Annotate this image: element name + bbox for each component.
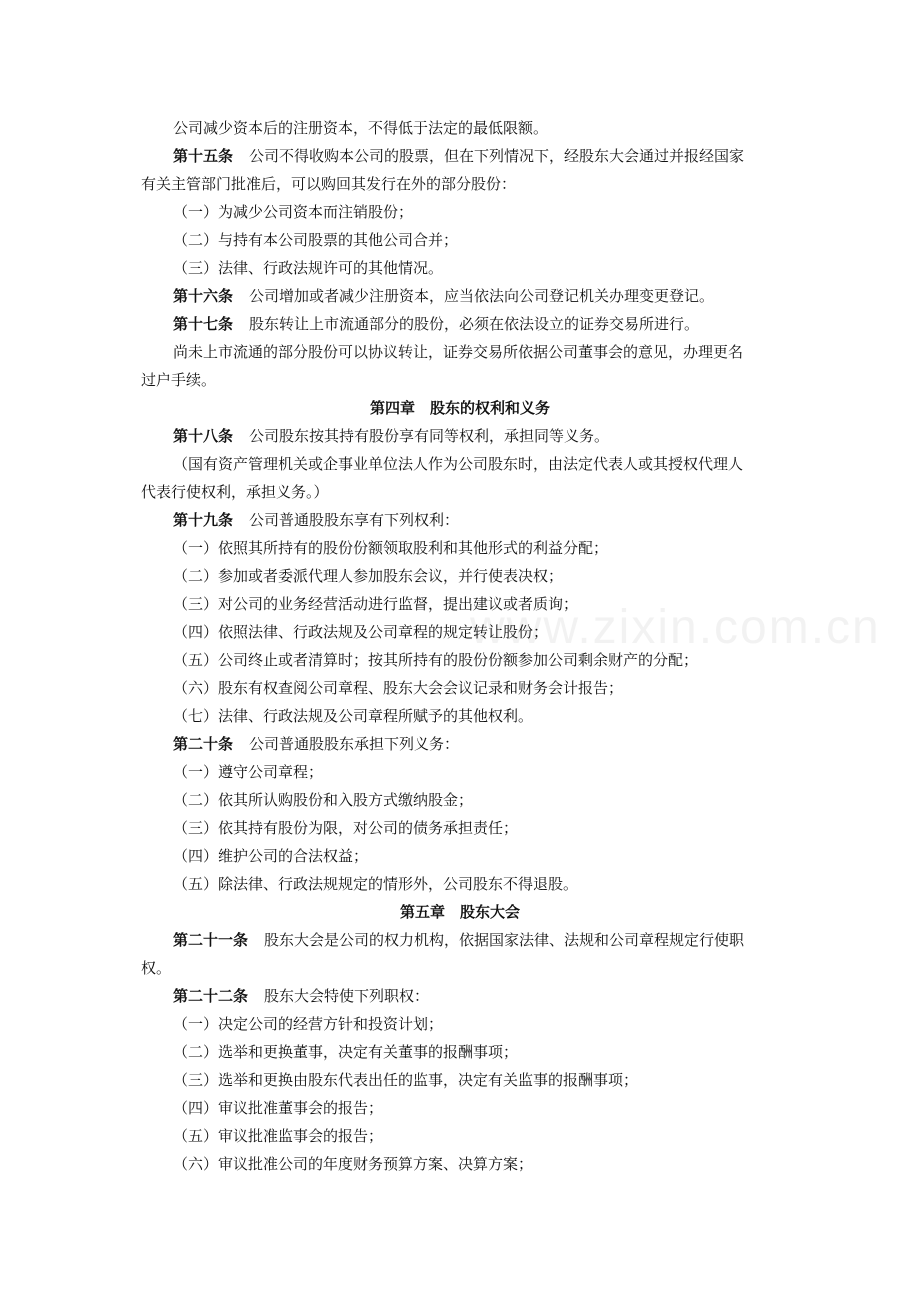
list-item: （六）股东有权查阅公司章程、股东大会会议记录和财务会计报告； <box>173 679 624 697</box>
list-item: （六）审议批准公司的年度财务预算方案、决算方案； <box>173 1155 534 1173</box>
paragraph-line: 公司减少资本后的注册资本，不得低于法定的最低限额。 <box>173 119 549 137</box>
article-text: 公司增加或者减少注册资本，应当依法向公司登记机关办理变更登记。 <box>249 287 715 305</box>
list-item: （四）审议批准董事会的报告； <box>173 1099 384 1117</box>
list-item: （三）对公司的业务经营活动进行监督，提出建议或者质询； <box>173 595 579 613</box>
paragraph-line: 权。 <box>141 959 172 977</box>
paragraph-line: （国有资产管理机关或企事业单位法人作为公司股东时，由法定代表人或其授权代理人 <box>173 455 744 473</box>
article-18-line <box>173 425 609 447</box>
article-text: 公司普通股股东享有下列权利： <box>249 511 460 529</box>
article-heading: 第二十条 <box>173 735 234 753</box>
list-item: （一）依照其所持有的股份份额领取股利和其他形式的利益分配； <box>173 539 609 557</box>
list-item: （三）选举和更换由股东代表出任的监事，决定有关监事的报酬事项； <box>173 1071 639 1089</box>
article-text: 股东大会特使下列职权： <box>264 987 430 1005</box>
article-text: 公司不得收购本公司的股票，但在下列情况下，经股东大会通过并报经国家 <box>249 147 745 165</box>
article-heading: 第十九条 <box>173 511 234 529</box>
list-item: （一）为减少公司资本而注销股份； <box>173 203 414 221</box>
article-heading: 第二十一条 <box>173 931 249 949</box>
list-item: （二）与持有本公司股票的其他公司合并； <box>173 231 459 249</box>
article-21-line <box>173 929 744 951</box>
list-item: （七）法律、行政法规及公司章程所赋予的其他权利。 <box>173 707 534 725</box>
paragraph-line: 过户手续。 <box>141 371 217 389</box>
list-item: （二）选举和更换董事，决定有关董事的报酬事项； <box>173 1043 519 1061</box>
article-19-line <box>173 509 459 531</box>
article-20-line <box>173 733 459 755</box>
watermark: www.zixin.com.cn <box>470 601 881 654</box>
article-text: 公司普通股股东承担下列义务： <box>249 735 460 753</box>
list-item: （一）决定公司的经营方针和投资计划； <box>173 1015 444 1033</box>
list-item: （五）审议批准监事会的报告； <box>173 1127 384 1145</box>
article-heading: 第十八条 <box>173 427 234 445</box>
list-item: （三）法律、行政法规许可的其他情况。 <box>173 259 444 277</box>
list-item: （五）公司终止或者清算时；按其所持有的股份份额参加公司剩余财产的分配； <box>173 651 699 669</box>
article-15-line <box>173 145 744 167</box>
list-item: （五）除法律、行政法规规定的情形外，公司股东不得退股。 <box>173 875 579 893</box>
list-item: （四）维护公司的合法权益； <box>173 847 369 865</box>
article-text: 股东大会是公司的权力机构，依据国家法律、法规和公司章程规定行使职 <box>264 931 745 949</box>
paragraph-line: 有关主管部门批准后，可以购回其发行在外的部分股份： <box>141 175 517 193</box>
list-item: （二）参加或者委派代理人参加股东会议，并行使表决权； <box>173 567 564 585</box>
article-17-line <box>173 313 699 335</box>
paragraph-line: 代表行使权利，承担义务。） <box>141 483 329 501</box>
article-heading: 第十七条 <box>173 315 234 333</box>
article-text: 公司股东按其持有股份享有同等权利，承担同等义务。 <box>249 427 610 445</box>
article-heading: 第二十二条 <box>173 987 249 1005</box>
article-22-line <box>173 985 429 1007</box>
paragraph-line: 尚未上市流通的部分股份可以协议转让，证券交易所依据公司董事会的意见，办理更名 <box>173 343 744 361</box>
list-item: （二）依其所认购股份和入股方式缴纳股金； <box>173 791 474 809</box>
article-heading: 第十六条 <box>173 287 234 305</box>
article-16-line <box>173 285 714 307</box>
article-heading: 第十五条 <box>173 147 234 165</box>
list-item: （四）依照法律、行政法规及公司章程的规定转让股份； <box>173 623 549 641</box>
chapter-heading: 第五章 股东大会 <box>399 903 520 921</box>
list-item: （三）依其持有股份为限，对公司的债务承担责任； <box>173 819 519 837</box>
article-text: 股东转让上市流通部分的股份，必须在依法设立的证券交易所进行。 <box>249 315 700 333</box>
chapter-heading: 第四章 股东的权利和义务 <box>369 399 550 417</box>
list-item: （一）遵守公司章程； <box>173 763 324 781</box>
